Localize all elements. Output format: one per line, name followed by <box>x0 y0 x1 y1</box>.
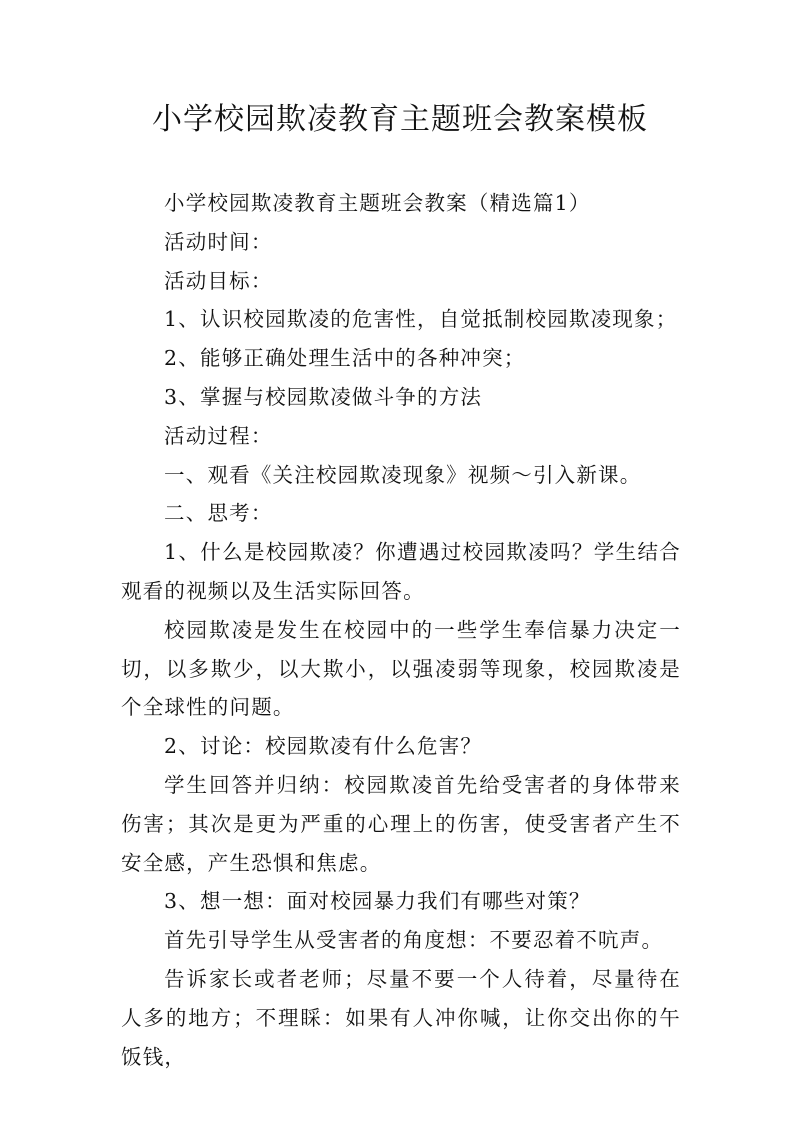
paragraph-harm-summary: 学生回答并归纳：校园欺凌首先给受害者的身体带来伤害；其次是更为严重的心理上的伤害，使受害者产生不安全感，产生恐惧和焦虑。 <box>121 772 681 875</box>
paragraph-question-1: 1、什么是校园欺凌？你遭遇过校园欺凌吗？学生结合观看的视频以及生活实际回答。 <box>121 540 681 603</box>
paragraph-question-3: 3、想一想：面对校园暴力我们有哪些对策？ <box>164 889 591 914</box>
paragraph-activity-process: 活动过程： <box>164 423 273 448</box>
document-title: 小学校园欺凌教育主题班会教案模板 <box>152 102 648 137</box>
paragraph-advice: 告诉家长或者老师；尽量不要一个人待着，尽量待在人多的地方；不理睬：如果有人冲你喊，让你交出你的午饭钱， <box>121 966 681 1069</box>
paragraph-definition: 校园欺凌是发生在校园中的一些学生奉信暴力决定一切，以多欺少，以大欺小，以强凌弱等现象，校园欺凌是个全球性的问题。 <box>121 617 681 720</box>
paragraph-question-2: 2、讨论：校园欺凌有什么危害？ <box>164 734 483 759</box>
paragraph-activity-time: 活动时间： <box>164 229 273 254</box>
paragraph-goal-2: 2、能够正确处理生活中的各种冲突； <box>164 346 526 371</box>
document-body <box>121 184 681 1076</box>
paragraph-step-1: 一、观看《关注校园欺凌现象》视频～引入新课。 <box>164 462 642 487</box>
paragraph-goal-1: 1、认识校园欺凌的危害性，自觉抵制校园欺凌现象； <box>164 307 678 332</box>
paragraph-guidance: 首先引导学生从受害者的角度想：不要忍着不吭声。 <box>164 928 664 953</box>
paragraph-step-2: 二、思考： <box>164 501 273 526</box>
paragraph-lesson-heading: 小学校园欺凌教育主题班会教案（精选篇1） <box>164 191 591 215</box>
paragraph-activity-goals: 活动目标： <box>164 268 273 293</box>
paragraph-goal-3: 3、掌握与校园欺凌做斗争的方法 <box>164 384 483 409</box>
